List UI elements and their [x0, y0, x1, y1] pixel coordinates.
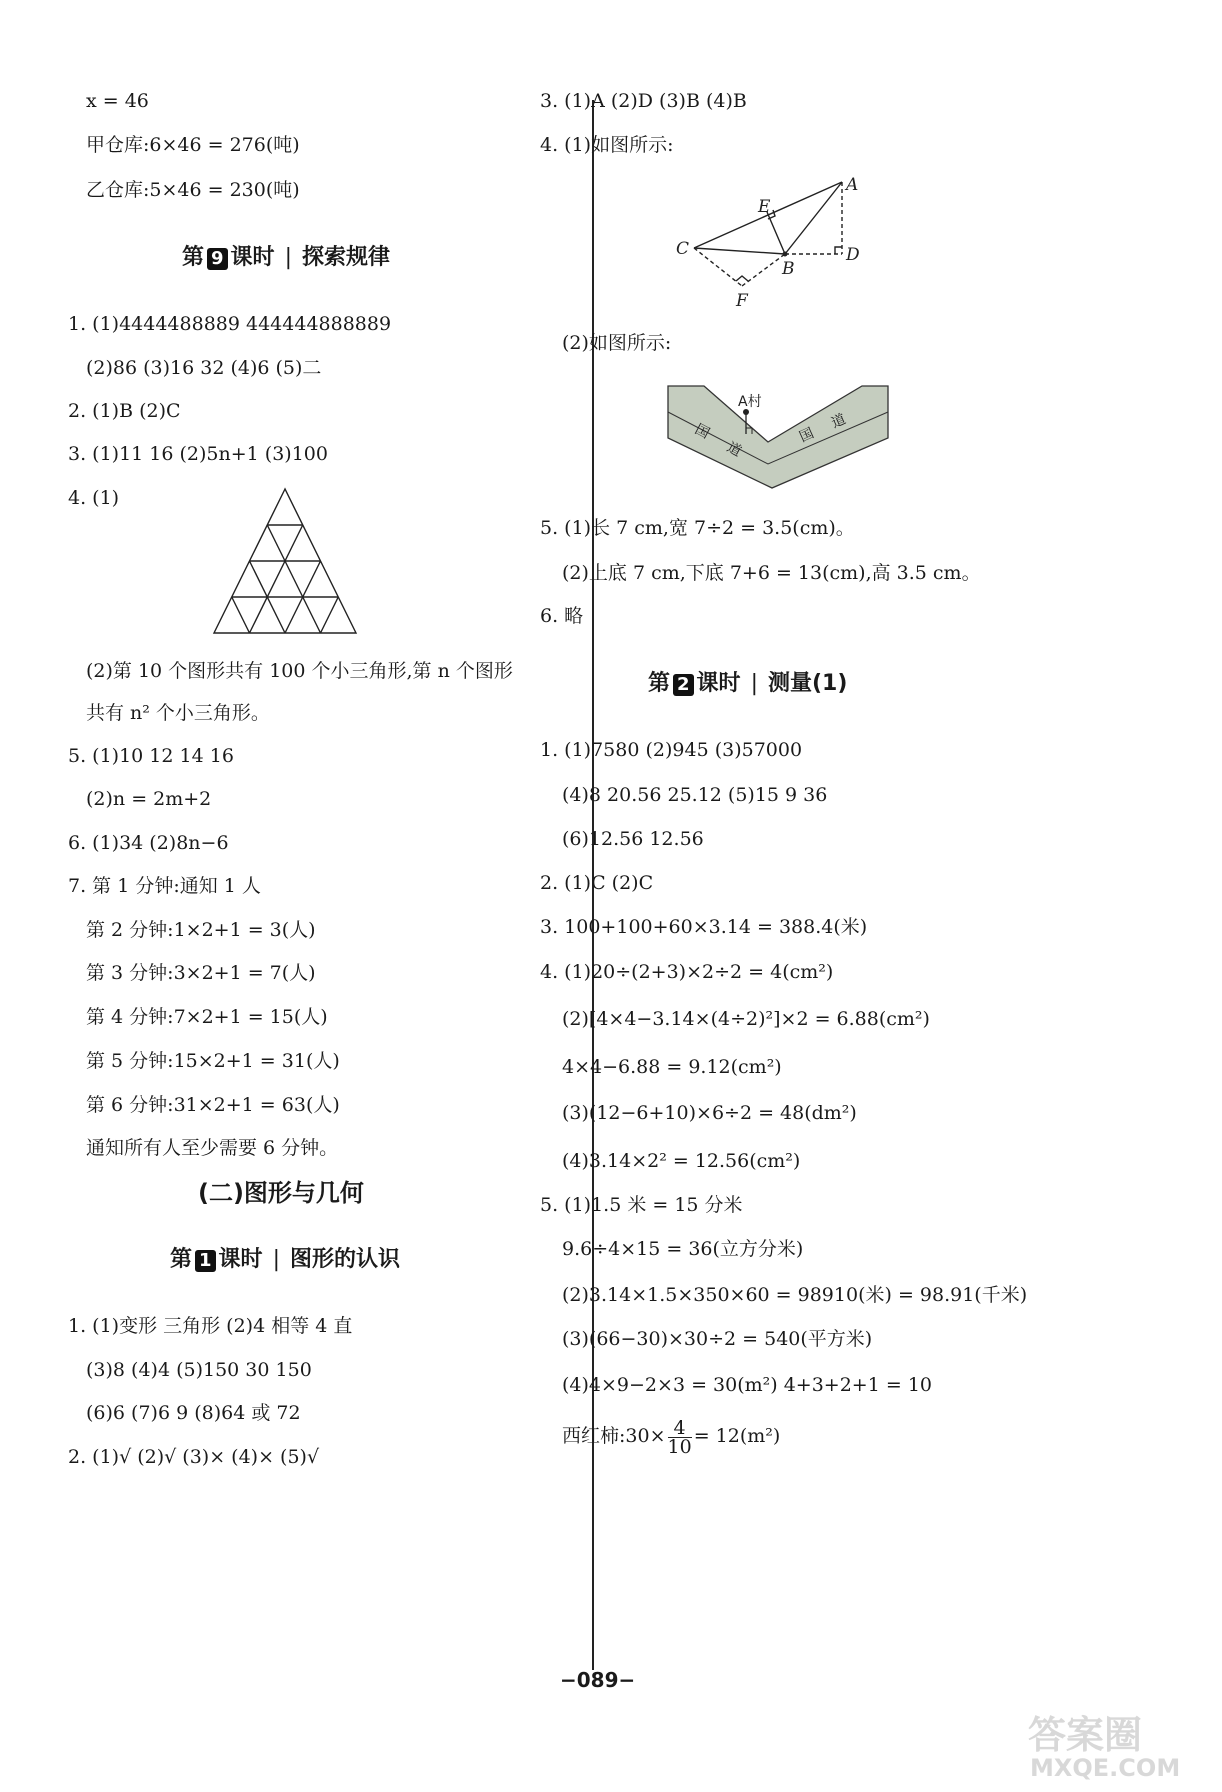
page-number: −089−	[560, 1668, 636, 1692]
lesson-heading	[182, 243, 390, 273]
section-heading: (二)图形与几何	[198, 1179, 364, 1207]
road-map-figure	[666, 378, 892, 492]
point-label-a: A	[846, 175, 859, 195]
lesson-number-badge: 1	[195, 1250, 216, 1272]
lesson-title: 探索规律	[301, 245, 390, 270]
answer-line: (4)3.14×2² = 12.56(cm²)	[562, 1150, 801, 1172]
geometry-figure-1	[672, 168, 872, 308]
lesson-title: 图形的认识	[289, 1247, 400, 1272]
answer-prefix: 西红柿:30×	[562, 1425, 666, 1447]
point-label-c: C	[676, 239, 690, 259]
answer-line: 6. 略	[540, 605, 584, 627]
road-label: 道	[724, 439, 744, 461]
answer-line: 5. (1)1.5 米 = 15 分米	[540, 1194, 743, 1216]
answer-line: (2)如图所示:	[562, 332, 672, 354]
answer-line: 第 4 分钟:7×2+1 = 15(人)	[86, 1006, 328, 1028]
answer-line: (2)n = 2m+2	[86, 788, 212, 810]
answer-line: 乙仓库:5×46 = 230(吨)	[86, 179, 300, 201]
heading-suffix: 课时	[696, 671, 741, 696]
watermark-logo	[1020, 1704, 1210, 1782]
heading-separator: |	[272, 1247, 280, 1272]
village-label: A村	[738, 394, 762, 410]
point-label-e: E	[758, 197, 771, 217]
answer-line: 甲仓库:6×46 = 276(吨)	[86, 134, 300, 156]
answer-line: (3)(66−30)×30÷2 = 540(平方米)	[562, 1328, 873, 1350]
answer-line: (6)6 (7)6 9 (8)64 或 72	[86, 1402, 301, 1424]
answer-suffix: = 12(m²)	[693, 1425, 781, 1447]
answer-line: (6)12.56 12.56	[562, 828, 704, 850]
answer-line: 5. (1)长 7 cm,宽 7÷2 = 3.5(cm)。	[540, 517, 855, 539]
answer-line: 1. (1)变形 三角形 (2)4 相等 4 直	[68, 1315, 353, 1337]
heading-separator: |	[284, 245, 292, 270]
answer-line: (3)(12−6+10)×6÷2 = 48(dm²)	[562, 1102, 857, 1124]
answer-line: 6. (1)34 (2)8n−6	[68, 832, 229, 854]
triangle-grid-figure	[210, 485, 360, 637]
lesson-number-badge: 2	[673, 674, 694, 696]
heading-suffix: 课时	[230, 245, 275, 270]
answer-line: (4)4×9−2×3 = 30(m²) 4+3+2+1 = 10	[562, 1374, 932, 1396]
answer-line: 5. (1)10 12 14 16	[68, 745, 234, 767]
answer-line: 第 5 分钟:15×2+1 = 31(人)	[86, 1050, 340, 1072]
answer-line: 4. (1)	[68, 487, 120, 509]
answer-line: 4×4−6.88 = 9.12(cm²)	[562, 1056, 782, 1078]
answer-line: 4. (1)如图所示:	[540, 134, 674, 156]
fraction-numerator: 4	[668, 1419, 692, 1438]
answer-line: (2)上底 7 cm,下底 7+6 = 13(cm),高 3.5 cm。	[562, 562, 981, 584]
road-label: 国	[692, 421, 712, 443]
answer-line: 2. (1)C (2)C	[540, 872, 654, 894]
fraction-denominator: 10	[667, 1435, 692, 1458]
heading-prefix: 第	[182, 245, 205, 270]
answer-line: 4. (1)20÷(2+3)×2÷2 = 4(cm²)	[540, 961, 834, 983]
answer-line: (4)8 20.56 25.12 (5)15 9 36	[562, 784, 828, 806]
lesson-title: 测量(1)	[767, 671, 848, 696]
lesson-heading	[648, 669, 847, 699]
lesson-heading	[170, 1245, 400, 1275]
answer-line: (2)[4×4−3.14×(4÷2)²]×2 = 6.88(cm²)	[562, 1008, 930, 1030]
answer-line: 通知所有人至少需要 6 分钟。	[86, 1137, 339, 1159]
answer-line: 第 6 分钟:31×2+1 = 63(人)	[86, 1094, 340, 1116]
answer-line: 3. (1)11 16 (2)5n+1 (3)100	[68, 443, 328, 465]
answer-line: 7. 第 1 分钟:通知 1 人	[68, 875, 261, 897]
answer-line: 1. (1)7580 (2)945 (3)57000	[540, 739, 803, 761]
equation-x: x = 46	[86, 90, 149, 112]
answer-line: (2)3.14×1.5×350×60 = 98910(米) = 98.91(千米)	[562, 1284, 1028, 1306]
watermark-url: MXQE.COM	[1030, 1754, 1181, 1782]
point-label-b: B	[782, 259, 795, 279]
answer-line: 2. (1)B (2)C	[68, 400, 181, 422]
fraction	[667, 1416, 692, 1458]
answer-line: 9.6÷4×15 = 36(立方分米)	[562, 1238, 804, 1260]
answer-line: (2)第 10 个图形共有 100 个小三角形,第 n 个图形	[86, 660, 513, 682]
answer-line: 共有 n² 个小三角形。	[86, 702, 270, 724]
answer-line: 3. 100+100+60×3.14 = 388.4(米)	[540, 916, 868, 938]
answer-line: 第 2 分钟:1×2+1 = 3(人)	[86, 919, 316, 941]
road-label: 道	[829, 411, 849, 432]
heading-prefix: 第	[648, 671, 671, 696]
answer-line: 第 3 分钟:3×2+1 = 7(人)	[86, 962, 316, 984]
answer-line: 3. (1)A (2)D (3)B (4)B	[540, 90, 747, 112]
lesson-number-badge: 9	[207, 248, 228, 270]
answer-line: (3)8 (4)4 (5)150 30 150	[86, 1359, 312, 1381]
point-label-f: F	[736, 291, 748, 308]
heading-prefix: 第	[170, 1247, 193, 1272]
point-label-d: D	[846, 245, 860, 265]
watermark-text: 答案圈	[1028, 1713, 1143, 1757]
heading-separator: |	[750, 671, 758, 696]
answer-line: 1. (1)4444488889 444444888889	[68, 313, 392, 335]
answer-line: (2)86 (3)16 32 (4)6 (5)二	[86, 357, 322, 379]
answer-line: 2. (1)√ (2)√ (3)× (4)× (5)√	[68, 1446, 320, 1468]
road-label: 国	[797, 425, 817, 446]
heading-suffix: 课时	[218, 1247, 263, 1272]
fraction-answer-line	[562, 1416, 780, 1456]
